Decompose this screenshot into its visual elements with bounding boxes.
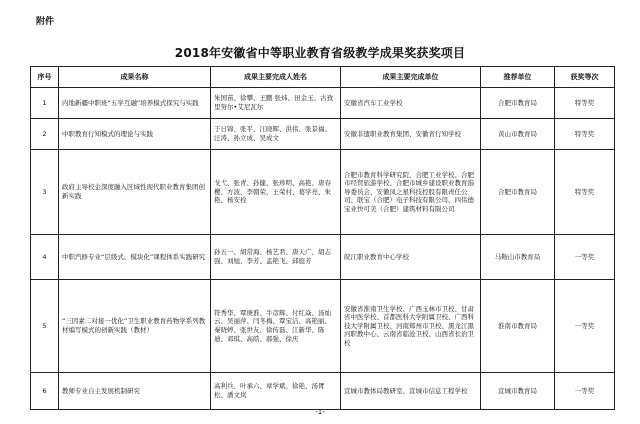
cell-units: 宣城市教体局教研室、宣城市信息工程学校	[341, 373, 481, 410]
cell-no: 5	[31, 280, 59, 373]
table-row	[31, 150, 615, 235]
cell-level: 特等奖	[555, 150, 615, 235]
awards-table	[30, 66, 615, 410]
cell-units: 安徽省淮南卫生学校、广西玉林市卫校、甘肃省中医学校、首都医科大学附属卫校、广西科技大学附属卫校、河南郑州市卫校、黑龙江黑河职教中心、云南省临沧卫校、山西省长治卫校	[341, 280, 481, 373]
cell-units: 合肥市教育科学研究院、合肥工业学校、合肥市经贸旅游学校、合肥市城乡建设职业教育指导委员会、安徽凤之星科技控股有限责任公司、联宝（合肥）电子科技有限公司、四伟德宝业快可美（合肥）建筑材料有限公司	[341, 150, 481, 235]
cell-org: 黄山市教育局	[481, 119, 555, 150]
cell-org: 合肥市教育局	[481, 150, 555, 235]
table-row	[31, 235, 615, 280]
cell-org: 淮南市教育局	[481, 280, 555, 373]
cell-org: 宣城市教育局	[481, 373, 555, 410]
header-level: 获奖等次	[555, 67, 615, 88]
cell-name: 中职汽修专业“层级式、模块化”课程体系实践研究	[59, 235, 211, 280]
header-org: 推荐单位	[481, 67, 555, 88]
attachment-label: 附件	[36, 17, 55, 27]
cell-name: 教师专业自主发展机制研究	[59, 373, 211, 410]
document-title: 2018年安徽省中等职业教育省级教学成果奖获奖项目	[174, 46, 466, 60]
cell-people: 朱国苗、徐攀、王鹏 张炜、田金玉、古孜里努尔•艾尼瓦尔	[211, 88, 341, 119]
table-row	[31, 119, 615, 150]
table-row	[31, 88, 615, 119]
cell-people: 孙五一、胡常海、杨艺君、唐天广、胡志强、刘旭、李芳、孟艳飞、邱庭芳	[211, 235, 341, 280]
cell-name: 政府主导校企深度融入区域性现代职业教育集团创新实践	[59, 150, 211, 235]
cell-name: 中职教育行知模式的理论与实践	[59, 119, 211, 150]
table-row	[31, 373, 615, 410]
cell-org: 马鞍山市教育局	[481, 235, 555, 280]
cell-no: 1	[31, 88, 59, 119]
cell-level: 一等奖	[555, 280, 615, 373]
page-number: -1-	[315, 408, 325, 416]
cell-no: 4	[31, 235, 59, 280]
cell-org: 合肥市教育局	[481, 88, 555, 119]
cell-units: 安徽非遗职业教育集团、安徽省行知学校	[341, 119, 481, 150]
table-row	[31, 280, 615, 373]
cell-level: 特等奖	[555, 88, 615, 119]
cell-name: “三因素二对接一优化”卫生职业教育药物学系列教材编写模式的创新实践（教材）	[59, 280, 211, 373]
cell-no: 2	[31, 119, 59, 150]
header-no: 序号	[31, 67, 59, 88]
header-units: 成果主要完成单位	[341, 67, 481, 88]
table-header-row	[31, 67, 615, 88]
cell-level: 特等奖	[555, 119, 615, 150]
cell-level: 一等奖	[555, 235, 615, 280]
cell-people: 高利兵、叶承六、章学斌、徐艳、汤胥松、潘文岚	[211, 373, 341, 410]
header-name: 成果名称	[59, 67, 211, 88]
cell-units: 安徽省汽车工业学校	[341, 88, 481, 119]
cell-level: 一等奖	[555, 373, 615, 410]
cell-no: 3	[31, 150, 59, 235]
cell-people: 戈弋、张青、孙健、张珍明、高艳、唐春樱、方波、李朝荣、王荣村、葛学亮、朱艳、杨安栓	[211, 150, 341, 235]
cell-people: 符秀华、覃庚淮、牛彦辉、付红焱、汤灿云、吴丽萍、闫冬梅、覃宝洁、高艳丽、秦晓婷、张世友、徐传磊、江新华、陈迪、邓琪、高皓、郝强、徐庆	[211, 280, 341, 373]
cell-people: 于日锦、张平、江晓晖、洪伟、张景福、汪涛、孙立成、吴成文	[211, 119, 341, 150]
header-people: 成果主要完成人姓名	[211, 67, 341, 88]
cell-no: 6	[31, 373, 59, 410]
cell-units: 皖江职业教育中心学校	[341, 235, 481, 280]
cell-name: 内地新疆中职班“五学互融”培养模式探究与实践	[59, 88, 211, 119]
